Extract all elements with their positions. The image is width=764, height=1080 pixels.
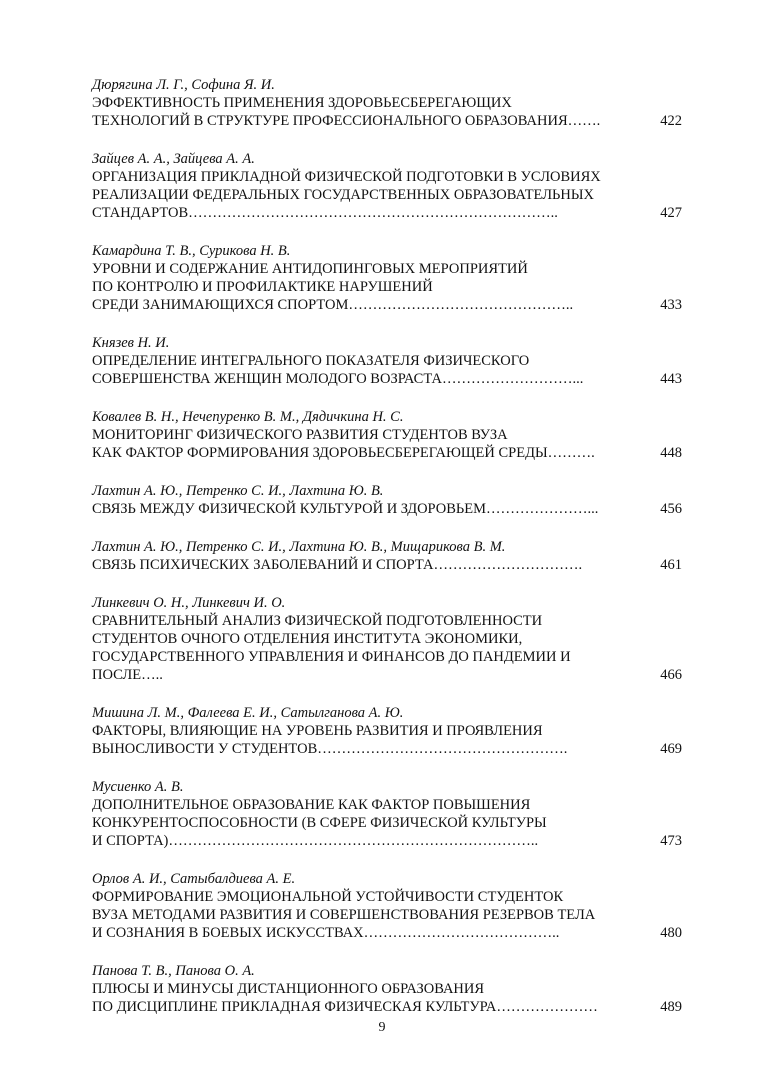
toc-entry-title-line: ПОСЛЕ…..	[92, 667, 163, 683]
toc-entry-authors: Мишина Л. М., Фалеева Е. И., Сатылганова А. Ю.	[92, 705, 404, 721]
toc-entry-authors: Лахтин А. Ю., Петренко С. И., Лахтина Ю. В., Мищарикова В. М.	[92, 539, 506, 555]
toc-entry-authors: Мусиенко А. В.	[92, 779, 184, 795]
toc-entry-authors: Линкевич О. Н., Линкевич И. О.	[92, 595, 286, 611]
toc-entry-title	[92, 168, 682, 222]
toc-entry-page-number: 461	[660, 557, 682, 573]
toc-entry-title-line: ТЕХНОЛОГИЙ В СТРУКТУРЕ ПРОФЕССИОНАЛЬНОГО ОБРАЗОВАНИЯ…….	[92, 113, 601, 129]
toc-entry	[92, 482, 682, 518]
toc-entry-authors: Зайцев А. А., Зайцева А. А.	[92, 151, 255, 167]
toc-entry-title-line: СРАВНИТЕЛЬНЫЙ АНАЛИЗ ФИЗИЧЕСКОЙ ПОДГОТОВЛЕННОСТИ	[92, 613, 543, 629]
toc-entry-page-number: 489	[660, 999, 682, 1015]
toc-entry-title-line: ОПРЕДЕЛЕНИЕ ИНТЕГРАЛЬНОГО ПОКАЗАТЕЛЯ ФИЗИЧЕСКОГО	[92, 353, 530, 369]
toc-entry-title-line: ЭФФЕКТИВНОСТЬ ПРИМЕНЕНИЯ ЗДОРОВЬЕСБЕРЕГАЮЩИХ	[92, 95, 512, 111]
toc-entry-title-line: ВЫНОСЛИВОСТИ У СТУДЕНТОВ…………………………………………….	[92, 741, 568, 757]
toc-entry	[92, 76, 682, 130]
toc-entry	[92, 704, 682, 758]
toc-entry-title-line: СВЯЗЬ ПСИХИЧЕСКИХ ЗАБОЛЕВАНИЙ И СПОРТА………………………….	[92, 557, 583, 573]
toc-entry-title-line: УРОВНИ И СОДЕРЖАНИЕ АНТИДОПИНГОВЫХ МЕРОПРИЯТИЙ	[92, 261, 528, 277]
toc-entry	[92, 594, 682, 684]
toc-entry-title	[92, 260, 682, 314]
toc-entry-title	[92, 556, 682, 574]
toc-entry-title	[92, 94, 682, 130]
toc-entry	[92, 150, 682, 222]
toc-entry	[92, 408, 682, 462]
toc-entry-page-number: 466	[660, 667, 682, 683]
toc-entry-authors: Дюрягина Л. Г., Софина Я. И.	[92, 77, 275, 93]
toc-entry-title	[92, 352, 682, 388]
toc-entry	[92, 778, 682, 850]
toc-entry-title-line: КАК ФАКТОР ФОРМИРОВАНИЯ ЗДОРОВЬЕСБЕРЕГАЮЩЕЙ СРЕДЫ……….	[92, 445, 595, 461]
toc-entry-authors: Ковалев В. Н., Нечепуренко В. М., Дядичкина Н. С.	[92, 409, 404, 425]
toc-entry-title	[92, 980, 682, 1016]
toc-entry-title-line: СТАНДАРТОВ…………………………………………………………………..	[92, 205, 558, 221]
toc-entry-page-number: 456	[660, 501, 682, 517]
toc-entry-page-number: 422	[660, 113, 682, 129]
toc-entry-title-line: ОРГАНИЗАЦИЯ ПРИКЛАДНОЙ ФИЗИЧЕСКОЙ ПОДГОТОВКИ В УСЛОВИЯХ	[92, 169, 601, 185]
toc-entry-page-number: 427	[660, 205, 682, 221]
toc-entry-page-number: 473	[660, 833, 682, 849]
toc-entry	[92, 538, 682, 574]
toc-entry-title-line: ГОСУДАРСТВЕННОГО УПРАВЛЕНИЯ И ФИНАНСОВ ДО ПАНДЕМИИ И	[92, 649, 571, 665]
toc-entry-page-number: 443	[660, 371, 682, 387]
toc-entry	[92, 334, 682, 388]
toc-entry-title-line: СРЕДИ ЗАНИМАЮЩИХСЯ СПОРТОМ………………………………………..	[92, 297, 574, 313]
toc-entry-title-line: СТУДЕНТОВ ОЧНОГО ОТДЕЛЕНИЯ ИНСТИТУТА ЭКОНОМИКИ,	[92, 631, 523, 647]
toc-entry-page-number: 448	[660, 445, 682, 461]
toc-entry-authors: Камардина Т. В., Сурикова Н. В.	[92, 243, 291, 259]
toc-entry-title-line: РЕАЛИЗАЦИИ ФЕДЕРАЛЬНЫХ ГОСУДАРСТВЕННЫХ ОБРАЗОВАТЕЛЬНЫХ	[92, 187, 594, 203]
toc-entry-authors: Князев Н. И.	[92, 335, 170, 351]
toc-entry-authors: Панова Т. В., Панова О. А.	[92, 963, 255, 979]
toc-entry-title-line: СВЯЗЬ МЕЖДУ ФИЗИЧЕСКОЙ КУЛЬТУРОЙ И ЗДОРОВЬЕМ…………………...	[92, 501, 599, 517]
table-of-contents	[92, 76, 682, 1036]
toc-entry-title	[92, 796, 682, 850]
toc-entry-title-line: СОВЕРШЕНСТВА ЖЕНЩИН МОЛОДОГО ВОЗРАСТА………………………...	[92, 371, 584, 387]
toc-entry-title-line: И СОЗНАНИЯ В БОЕВЫХ ИСКУССТВАХ…………………………………..	[92, 925, 560, 941]
toc-entry-title	[92, 426, 682, 462]
toc-entry	[92, 870, 682, 942]
toc-entry-authors: Орлов А. И., Сатыбалдиева А. Е.	[92, 871, 296, 887]
toc-entry-title-line: ПЛЮСЫ И МИНУСЫ ДИСТАНЦИОННОГО ОБРАЗОВАНИЯ	[92, 981, 485, 997]
toc-entry	[92, 242, 682, 314]
toc-entry-title	[92, 500, 682, 518]
toc-entry-title-line: ВУЗА МЕТОДАМИ РАЗВИТИЯ И СОВЕРШЕНСТВОВАНИЯ РЕЗЕРВОВ ТЕЛА	[92, 907, 596, 923]
toc-entry-title	[92, 888, 682, 942]
toc-entry-page-number: 433	[660, 297, 682, 313]
toc-entry-authors: Лахтин А. Ю., Петренко С. И., Лахтина Ю. В.	[92, 483, 384, 499]
toc-entry-page-number: 480	[660, 925, 682, 941]
toc-entry-page-number: 469	[660, 741, 682, 757]
toc-entry-title-line: ПО КОНТРОЛЮ И ПРОФИЛАКТИКЕ НАРУШЕНИЙ	[92, 279, 433, 295]
toc-entry-title	[92, 722, 682, 758]
page-footer-number: 9	[378, 1020, 386, 1035]
toc-entry-title-line: МОНИТОРИНГ ФИЗИЧЕСКОГО РАЗВИТИЯ СТУДЕНТОВ ВУЗА	[92, 427, 508, 443]
toc-entry-title-line: И СПОРТА)…………………………………………………………………..	[92, 833, 539, 849]
toc-entry-title-line: ФАКТОРЫ, ВЛИЯЮЩИЕ НА УРОВЕНЬ РАЗВИТИЯ И ПРОЯВЛЕНИЯ	[92, 723, 543, 739]
toc-entry	[92, 962, 682, 1016]
toc-entry-title-line: ДОПОЛНИТЕЛЬНОЕ ОБРАЗОВАНИЕ КАК ФАКТОР ПОВЫШЕНИЯ	[92, 797, 531, 813]
toc-entry-title-line: ФОРМИРОВАНИЕ ЭМОЦИОНАЛЬНОЙ УСТОЙЧИВОСТИ СТУДЕНТОК	[92, 889, 564, 905]
toc-entry-title-line: КОНКУРЕНТОСПОСОБНОСТИ (В СФЕРЕ ФИЗИЧЕСКОЙ КУЛЬТУРЫ	[92, 815, 547, 831]
toc-entry-title-line: ПО ДИСЦИПЛИНЕ ПРИКЛАДНАЯ ФИЗИЧЕСКАЯ КУЛЬТУРА…………………	[92, 999, 598, 1015]
toc-entry-title	[92, 612, 682, 684]
